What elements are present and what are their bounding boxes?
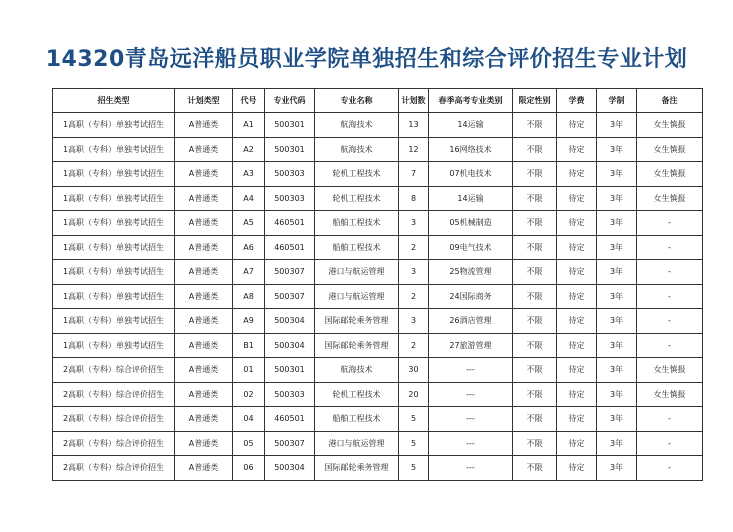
cell-plan-type: A普通类 (175, 382, 233, 407)
cell-enroll-type: 1高职（专科）单独考试招生 (53, 260, 175, 285)
cell-major-code: 500301 (265, 113, 315, 138)
cell-duration: 3年 (597, 309, 637, 334)
cell-code: 06 (233, 456, 265, 481)
cell-tuition: 待定 (557, 235, 597, 260)
cell-duration: 3年 (597, 333, 637, 358)
cell-duration: 3年 (597, 113, 637, 138)
cell-major-name: 港口与航运管理 (315, 431, 399, 456)
cell-remark: 女生慎报 (637, 137, 703, 162)
cell-major-name: 国际邮轮乘务管理 (315, 309, 399, 334)
cell-major-code: 500303 (265, 186, 315, 211)
cell-enroll-type: 1高职（专科）单独考试招生 (53, 162, 175, 187)
cell-spring-category: --- (429, 358, 513, 383)
header-row (53, 89, 703, 113)
cell-plan-type: A普通类 (175, 309, 233, 334)
cell-duration: 3年 (597, 284, 637, 309)
cell-major-name: 船舶工程技术 (315, 211, 399, 236)
cell-duration: 3年 (597, 162, 637, 187)
cell-gender-limit: 不限 (513, 431, 557, 456)
table-row (53, 235, 703, 260)
cell-remark: - (637, 407, 703, 432)
header-duration: 学制 (597, 89, 637, 113)
cell-enroll-type: 2高职（专科）综合评价招生 (53, 382, 175, 407)
cell-plan-count: 13 (399, 113, 429, 138)
cell-major-name: 港口与航运管理 (315, 260, 399, 285)
cell-major-name: 船舶工程技术 (315, 407, 399, 432)
cell-spring-category: 16网络技术 (429, 137, 513, 162)
cell-plan-type: A普通类 (175, 407, 233, 432)
header-tuition: 学费 (557, 89, 597, 113)
cell-duration: 3年 (597, 382, 637, 407)
cell-plan-count: 8 (399, 186, 429, 211)
cell-gender-limit: 不限 (513, 382, 557, 407)
cell-gender-limit: 不限 (513, 333, 557, 358)
cell-code: 04 (233, 407, 265, 432)
cell-plan-count: 5 (399, 431, 429, 456)
cell-major-name: 船舶工程技术 (315, 235, 399, 260)
cell-tuition: 待定 (557, 382, 597, 407)
header-plan-type: 计划类型 (175, 89, 233, 113)
cell-gender-limit: 不限 (513, 113, 557, 138)
cell-major-name: 轮机工程技术 (315, 186, 399, 211)
table-row (53, 211, 703, 236)
cell-enroll-type: 2高职（专科）综合评价招生 (53, 358, 175, 383)
cell-spring-category: 25物流管理 (429, 260, 513, 285)
cell-spring-category: 14运输 (429, 186, 513, 211)
cell-tuition: 待定 (557, 358, 597, 383)
cell-tuition: 待定 (557, 162, 597, 187)
cell-remark: - (637, 456, 703, 481)
cell-tuition: 待定 (557, 260, 597, 285)
cell-enroll-type: 1高职（专科）单独考试招生 (53, 186, 175, 211)
cell-major-code: 500301 (265, 358, 315, 383)
cell-plan-count: 5 (399, 456, 429, 481)
cell-plan-type: A普通类 (175, 186, 233, 211)
cell-remark: - (637, 235, 703, 260)
table-row (53, 309, 703, 334)
cell-major-name: 轮机工程技术 (315, 382, 399, 407)
cell-remark: - (637, 309, 703, 334)
cell-spring-category: 26酒店管理 (429, 309, 513, 334)
cell-gender-limit: 不限 (513, 162, 557, 187)
cell-major-code: 460501 (265, 211, 315, 236)
cell-enroll-type: 1高职（专科）单独考试招生 (53, 309, 175, 334)
cell-gender-limit: 不限 (513, 235, 557, 260)
cell-gender-limit: 不限 (513, 186, 557, 211)
cell-major-code: 460501 (265, 235, 315, 260)
cell-code: A9 (233, 309, 265, 334)
header-plan-count: 计划数 (399, 89, 429, 113)
header-code: 代号 (233, 89, 265, 113)
cell-major-code: 500304 (265, 333, 315, 358)
cell-enroll-type: 1高职（专科）单独考试招生 (53, 211, 175, 236)
cell-plan-type: A普通类 (175, 333, 233, 358)
cell-tuition: 待定 (557, 186, 597, 211)
cell-code: A4 (233, 186, 265, 211)
cell-tuition: 待定 (557, 137, 597, 162)
cell-tuition: 待定 (557, 431, 597, 456)
cell-major-code: 500303 (265, 162, 315, 187)
cell-code: B1 (233, 333, 265, 358)
cell-plan-count: 2 (399, 235, 429, 260)
cell-duration: 3年 (597, 137, 637, 162)
cell-gender-limit: 不限 (513, 309, 557, 334)
cell-code: A7 (233, 260, 265, 285)
cell-remark: 女生慎报 (637, 162, 703, 187)
cell-plan-type: A普通类 (175, 260, 233, 285)
cell-tuition: 待定 (557, 407, 597, 432)
header-enroll-type: 招生类型 (53, 89, 175, 113)
table-row (53, 137, 703, 162)
cell-tuition: 待定 (557, 113, 597, 138)
cell-major-code: 500307 (265, 260, 315, 285)
enrollment-plan-table (52, 88, 703, 481)
header-major-code: 专业代码 (265, 89, 315, 113)
cell-duration: 3年 (597, 407, 637, 432)
table-row (53, 456, 703, 481)
table-body (53, 113, 703, 481)
cell-major-name: 轮机工程技术 (315, 162, 399, 187)
cell-duration: 3年 (597, 186, 637, 211)
cell-enroll-type: 1高职（专科）单独考试招生 (53, 113, 175, 138)
table-header (53, 89, 703, 113)
cell-enroll-type: 1高职（专科）单独考试招生 (53, 333, 175, 358)
cell-plan-count: 2 (399, 333, 429, 358)
cell-remark: 女生慎报 (637, 382, 703, 407)
table-row (53, 333, 703, 358)
cell-plan-count: 12 (399, 137, 429, 162)
cell-spring-category: 09电气技术 (429, 235, 513, 260)
cell-tuition: 待定 (557, 333, 597, 358)
cell-remark: - (637, 260, 703, 285)
table-row (53, 162, 703, 187)
cell-code: A3 (233, 162, 265, 187)
cell-code: A2 (233, 137, 265, 162)
table-row (53, 407, 703, 432)
header-spring-category: 春季高考专业类别 (429, 89, 513, 113)
cell-spring-category: 05机械制造 (429, 211, 513, 236)
cell-enroll-type: 1高职（专科）单独考试招生 (53, 137, 175, 162)
cell-remark: - (637, 431, 703, 456)
cell-plan-count: 2 (399, 284, 429, 309)
cell-remark: - (637, 284, 703, 309)
cell-major-code: 500307 (265, 284, 315, 309)
cell-enroll-type: 1高职（专科）单独考试招生 (53, 235, 175, 260)
cell-code: A1 (233, 113, 265, 138)
cell-duration: 3年 (597, 431, 637, 456)
cell-spring-category: --- (429, 407, 513, 432)
table-row (53, 358, 703, 383)
table-row (53, 284, 703, 309)
header-remark: 备注 (637, 89, 703, 113)
cell-gender-limit: 不限 (513, 137, 557, 162)
cell-plan-type: A普通类 (175, 284, 233, 309)
cell-enroll-type: 1高职（专科）单独考试招生 (53, 284, 175, 309)
cell-major-code: 500307 (265, 431, 315, 456)
cell-plan-count: 5 (399, 407, 429, 432)
cell-major-name: 国际邮轮乘务管理 (315, 333, 399, 358)
cell-tuition: 待定 (557, 211, 597, 236)
cell-remark: 女生慎报 (637, 186, 703, 211)
cell-spring-category: 24国际商务 (429, 284, 513, 309)
cell-gender-limit: 不限 (513, 358, 557, 383)
cell-plan-count: 30 (399, 358, 429, 383)
cell-tuition: 待定 (557, 456, 597, 481)
cell-spring-category: 07机电技术 (429, 162, 513, 187)
cell-spring-category: 27旅游管理 (429, 333, 513, 358)
cell-plan-type: A普通类 (175, 431, 233, 456)
cell-plan-type: A普通类 (175, 358, 233, 383)
cell-gender-limit: 不限 (513, 211, 557, 236)
cell-remark: - (637, 333, 703, 358)
cell-gender-limit: 不限 (513, 260, 557, 285)
cell-remark: - (637, 211, 703, 236)
cell-major-name: 航海技术 (315, 137, 399, 162)
cell-code: A6 (233, 235, 265, 260)
cell-plan-type: A普通类 (175, 137, 233, 162)
cell-enroll-type: 2高职（专科）综合评价招生 (53, 407, 175, 432)
cell-major-code: 500304 (265, 309, 315, 334)
cell-duration: 3年 (597, 456, 637, 481)
cell-plan-count: 3 (399, 309, 429, 334)
cell-duration: 3年 (597, 235, 637, 260)
cell-major-name: 港口与航运管理 (315, 284, 399, 309)
cell-remark: 女生慎报 (637, 358, 703, 383)
cell-remark: 女生慎报 (637, 113, 703, 138)
cell-gender-limit: 不限 (513, 407, 557, 432)
cell-enroll-type: 2高职（专科）综合评价招生 (53, 456, 175, 481)
table-row (53, 260, 703, 285)
cell-code: 01 (233, 358, 265, 383)
table-row (53, 113, 703, 138)
table-row (53, 431, 703, 456)
table-row (53, 382, 703, 407)
cell-gender-limit: 不限 (513, 284, 557, 309)
table-row (53, 186, 703, 211)
cell-major-name: 航海技术 (315, 358, 399, 383)
cell-gender-limit: 不限 (513, 456, 557, 481)
cell-code: A8 (233, 284, 265, 309)
cell-code: 02 (233, 382, 265, 407)
cell-code: A5 (233, 211, 265, 236)
cell-major-code: 460501 (265, 407, 315, 432)
header-gender-limit: 限定性别 (513, 89, 557, 113)
cell-spring-category: --- (429, 382, 513, 407)
cell-major-code: 500301 (265, 137, 315, 162)
cell-spring-category: --- (429, 456, 513, 481)
cell-plan-type: A普通类 (175, 162, 233, 187)
cell-plan-type: A普通类 (175, 456, 233, 481)
cell-spring-category: 14运输 (429, 113, 513, 138)
cell-code: 05 (233, 431, 265, 456)
page-title: 14320青岛远洋船员职业学院单独招生和综合评价招生专业计划 (45, 47, 688, 72)
cell-tuition: 待定 (557, 284, 597, 309)
cell-major-code: 500304 (265, 456, 315, 481)
cell-duration: 3年 (597, 358, 637, 383)
cell-major-code: 500303 (265, 382, 315, 407)
cell-duration: 3年 (597, 211, 637, 236)
cell-tuition: 待定 (557, 309, 597, 334)
cell-major-name: 航海技术 (315, 113, 399, 138)
cell-spring-category: --- (429, 431, 513, 456)
cell-plan-count: 3 (399, 260, 429, 285)
cell-plan-count: 3 (399, 211, 429, 236)
cell-plan-type: A普通类 (175, 235, 233, 260)
cell-duration: 3年 (597, 260, 637, 285)
header-major-name: 专业名称 (315, 89, 399, 113)
cell-enroll-type: 2高职（专科）综合评价招生 (53, 431, 175, 456)
cell-plan-count: 20 (399, 382, 429, 407)
cell-plan-count: 7 (399, 162, 429, 187)
cell-major-name: 国际邮轮乘务管理 (315, 456, 399, 481)
cell-plan-type: A普通类 (175, 113, 233, 138)
cell-plan-type: A普通类 (175, 211, 233, 236)
